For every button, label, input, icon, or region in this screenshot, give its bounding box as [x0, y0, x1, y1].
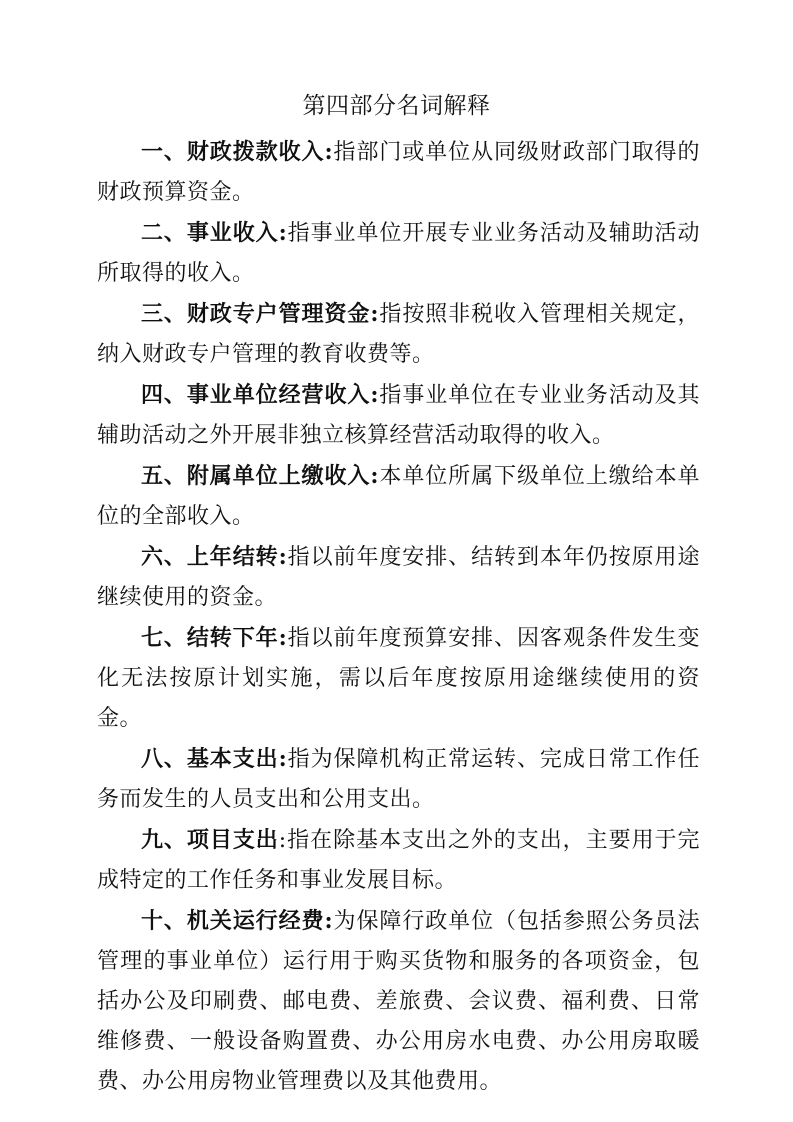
definition-paragraph-2 [97, 213, 700, 294]
definition-text: 为保障行政单位（包括参照公务员法管理的事业单位）运行用于购买货物和服务的各项资金，包括办公及印刷费、邮电费、差旅费、会议费、福利费、日常维修费、一般设备购置费、办公用房水电费、办公用房取暖费、办公用房物业管理费以及其他费用。 [97, 909, 700, 1094]
definition-paragraph-3 [97, 294, 700, 375]
definition-paragraph-6 [97, 537, 700, 618]
definition-paragraph-10 [97, 901, 700, 1102]
definition-paragraph-5 [97, 456, 700, 537]
definition-text: 指事业单位开展专业业务活动及辅助活动所取得的收入。 [97, 221, 700, 286]
definition-text: 指以前年度预算安排、因客观条件发生变化无法按原计划实施，需以后年度按原用途继续使用的资金。 [97, 626, 700, 731]
definition-term: 五、附属单位上缴收入: [141, 463, 379, 489]
definition-text: 本单位所属下级单位上缴给本单位的全部收入。 [97, 464, 700, 529]
document-body [97, 132, 700, 1102]
definition-term: 八、基本支出: [141, 746, 288, 772]
definition-term: 二、事业收入: [141, 220, 288, 246]
definition-paragraph-4 [97, 375, 700, 456]
definition-term: 四、事业单位经营收入: [141, 382, 379, 408]
page-title: 第四部分名词解释 [302, 93, 491, 119]
definition-paragraph-1 [97, 132, 700, 213]
definition-text: 指事业单位在专业业务活动及其辅助活动之外开展非独立核算经营活动取得的收入。 [97, 383, 700, 448]
definition-term: 六、上年结转: [141, 544, 288, 570]
definition-text: 指按照非税收入管理相关规定，纳入财政专户管理的教育收费等。 [97, 302, 700, 367]
definition-term: 三、财政专户管理资金: [141, 301, 379, 327]
definition-term: 九、项目支出 [141, 827, 279, 853]
definition-term: 七、结转下年: [141, 625, 288, 651]
definition-paragraph-7 [97, 618, 700, 739]
definition-term: 十、机关运行经费: [141, 908, 334, 934]
definition-text: :指在除基本支出之外的支出，主要用于完成特定的工作任务和事业发展目标。 [97, 828, 700, 893]
definition-term: 一、财政拨款收入: [141, 139, 334, 165]
definition-paragraph-8 [97, 739, 700, 820]
definition-paragraph-9 [97, 820, 700, 901]
definition-text: 指以前年度安排、结转到本年仍按原用途继续使用的资金。 [97, 545, 700, 610]
definition-text: 指为保障机构正常运转、完成日常工作任务而发生的人员支出和公用支出。 [97, 747, 700, 812]
definition-text: 指部门或单位从同级财政部门取得的财政预算资金。 [97, 140, 700, 205]
